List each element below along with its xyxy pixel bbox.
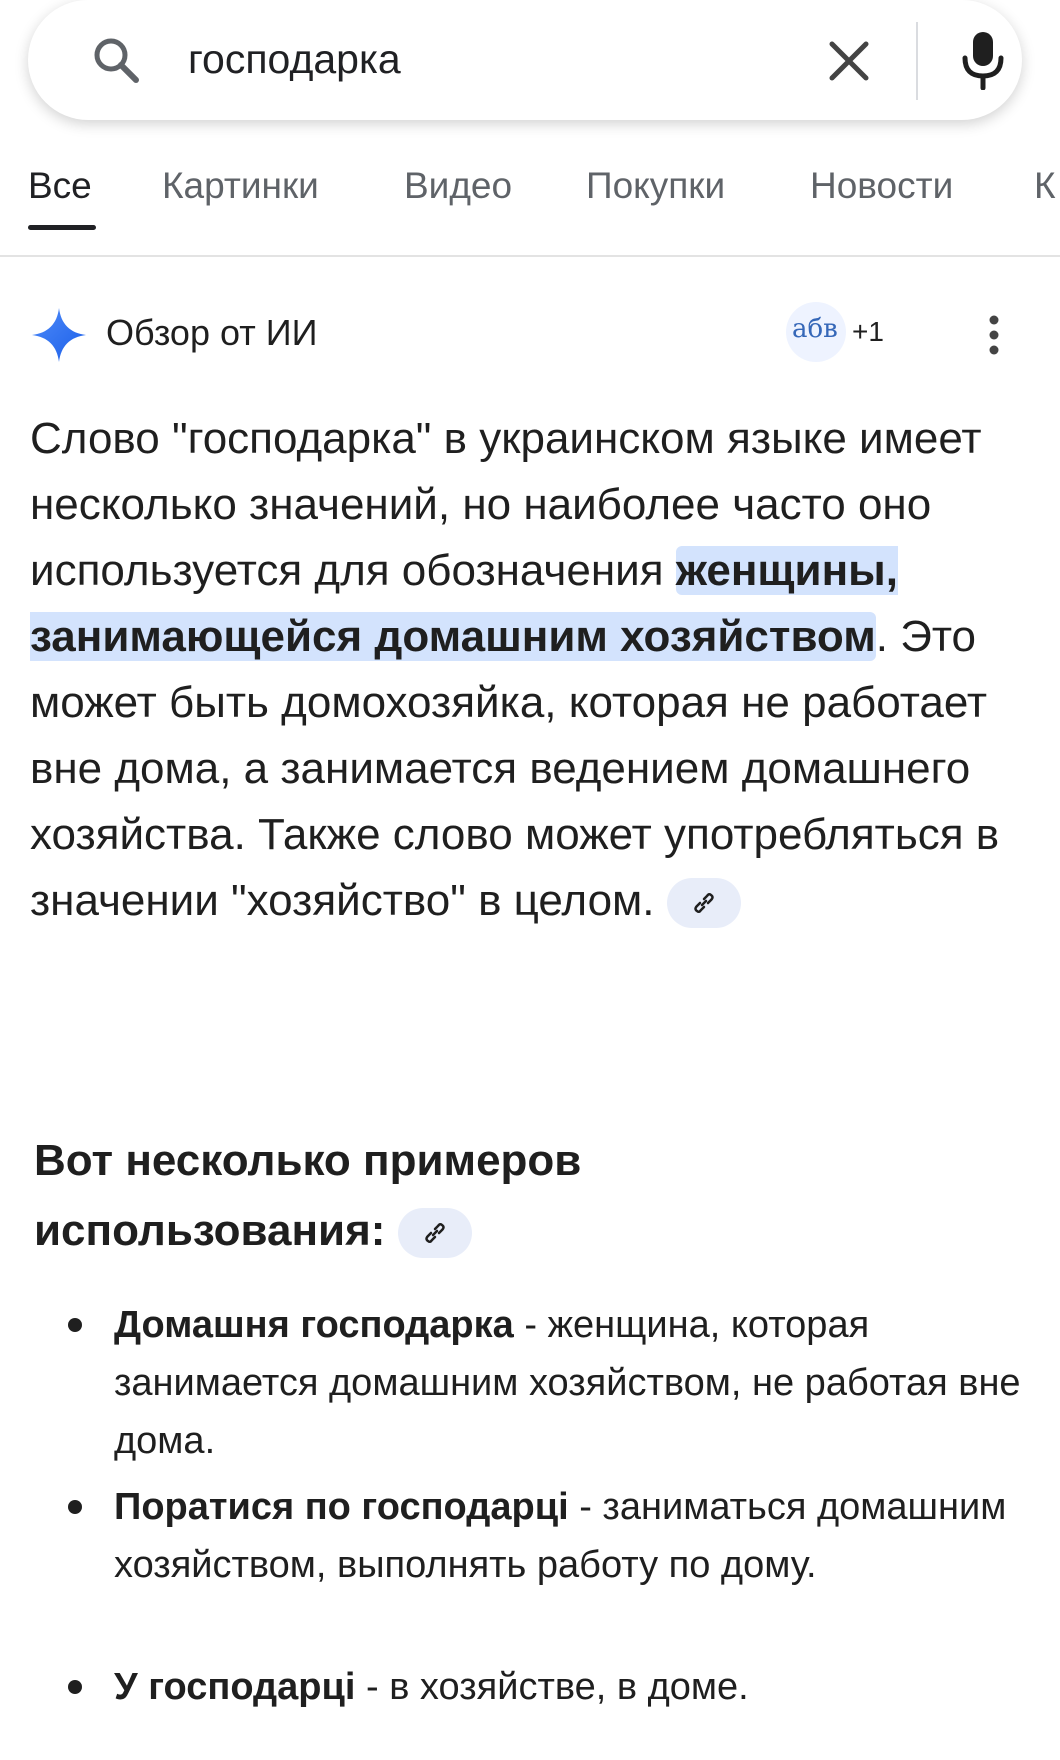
- close-icon[interactable]: [826, 38, 872, 84]
- overview-text-after: . Это может быть домохозяйка, которая не работает вне дома, а занимается ведением домашнего хозяйства. Также слово может употребляться в значении "хозяйство" в целом.: [30, 612, 1000, 925]
- overview-highlight[interactable]: женщины, занимающейся домашним хозяйством: [30, 546, 898, 661]
- more-options-icon[interactable]: [986, 314, 1002, 356]
- tabs-divider: [0, 255, 1060, 257]
- dictionary-source-icon[interactable]: [786, 302, 846, 362]
- search-icon[interactable]: [90, 34, 142, 86]
- tab-videos[interactable]: Видео: [404, 165, 513, 206]
- source-icon-text: абв: [792, 314, 838, 344]
- search-bar[interactable]: [28, 0, 1022, 120]
- ai-overview-header: [0, 300, 1060, 370]
- examples-link-button[interactable]: [398, 1208, 472, 1258]
- microphone-icon[interactable]: [958, 30, 1008, 90]
- tab-all[interactable]: Все: [28, 165, 92, 206]
- example-definition: - женщина, которая занимается домашним хозяйством, не работая вне дома.: [114, 1304, 1021, 1462]
- tab-shopping[interactable]: Покупки: [586, 165, 726, 206]
- bullet-dot: [68, 1680, 82, 1694]
- tab-more[interactable]: К: [1034, 165, 1056, 206]
- example-term: Поратися по господарці: [114, 1486, 569, 1528]
- bullet-dot: [68, 1500, 82, 1514]
- overview-text-before: Слово "господарка" в украинском языке имеет несколько значений, но наиболее часто оно используется для обозначения: [30, 414, 982, 595]
- example-term: Домашня господарка: [114, 1304, 514, 1346]
- list-item: [114, 1296, 1034, 1470]
- example-term: У господарці: [114, 1666, 356, 1708]
- examples-heading: [34, 1126, 934, 1266]
- source-link-button[interactable]: [667, 878, 741, 928]
- search-tabs: [0, 165, 1060, 235]
- list-item: [114, 1478, 1034, 1594]
- examples-heading-text: Вот несколько примеров использования:: [34, 1136, 582, 1255]
- sparkle-icon: [30, 306, 88, 364]
- example-definition: - в хозяйстве, в доме.: [355, 1666, 749, 1708]
- source-count[interactable]: +1: [852, 316, 884, 347]
- ai-overview-text: [30, 406, 1030, 934]
- link-icon: [422, 1220, 448, 1246]
- active-tab-indicator: [28, 225, 96, 230]
- search-divider: [916, 22, 918, 100]
- tab-news[interactable]: Новости: [810, 165, 954, 206]
- tab-images[interactable]: Картинки: [162, 165, 319, 206]
- bullet-dot: [68, 1318, 82, 1332]
- list-item: [114, 1658, 1034, 1716]
- search-input[interactable]: господарка: [188, 36, 401, 82]
- example-definition: - заниматься домашним хозяйством, выполнять работу по дому.: [114, 1486, 1007, 1586]
- ai-overview-title: Обзор от ИИ: [106, 312, 318, 353]
- link-icon: [691, 890, 717, 916]
